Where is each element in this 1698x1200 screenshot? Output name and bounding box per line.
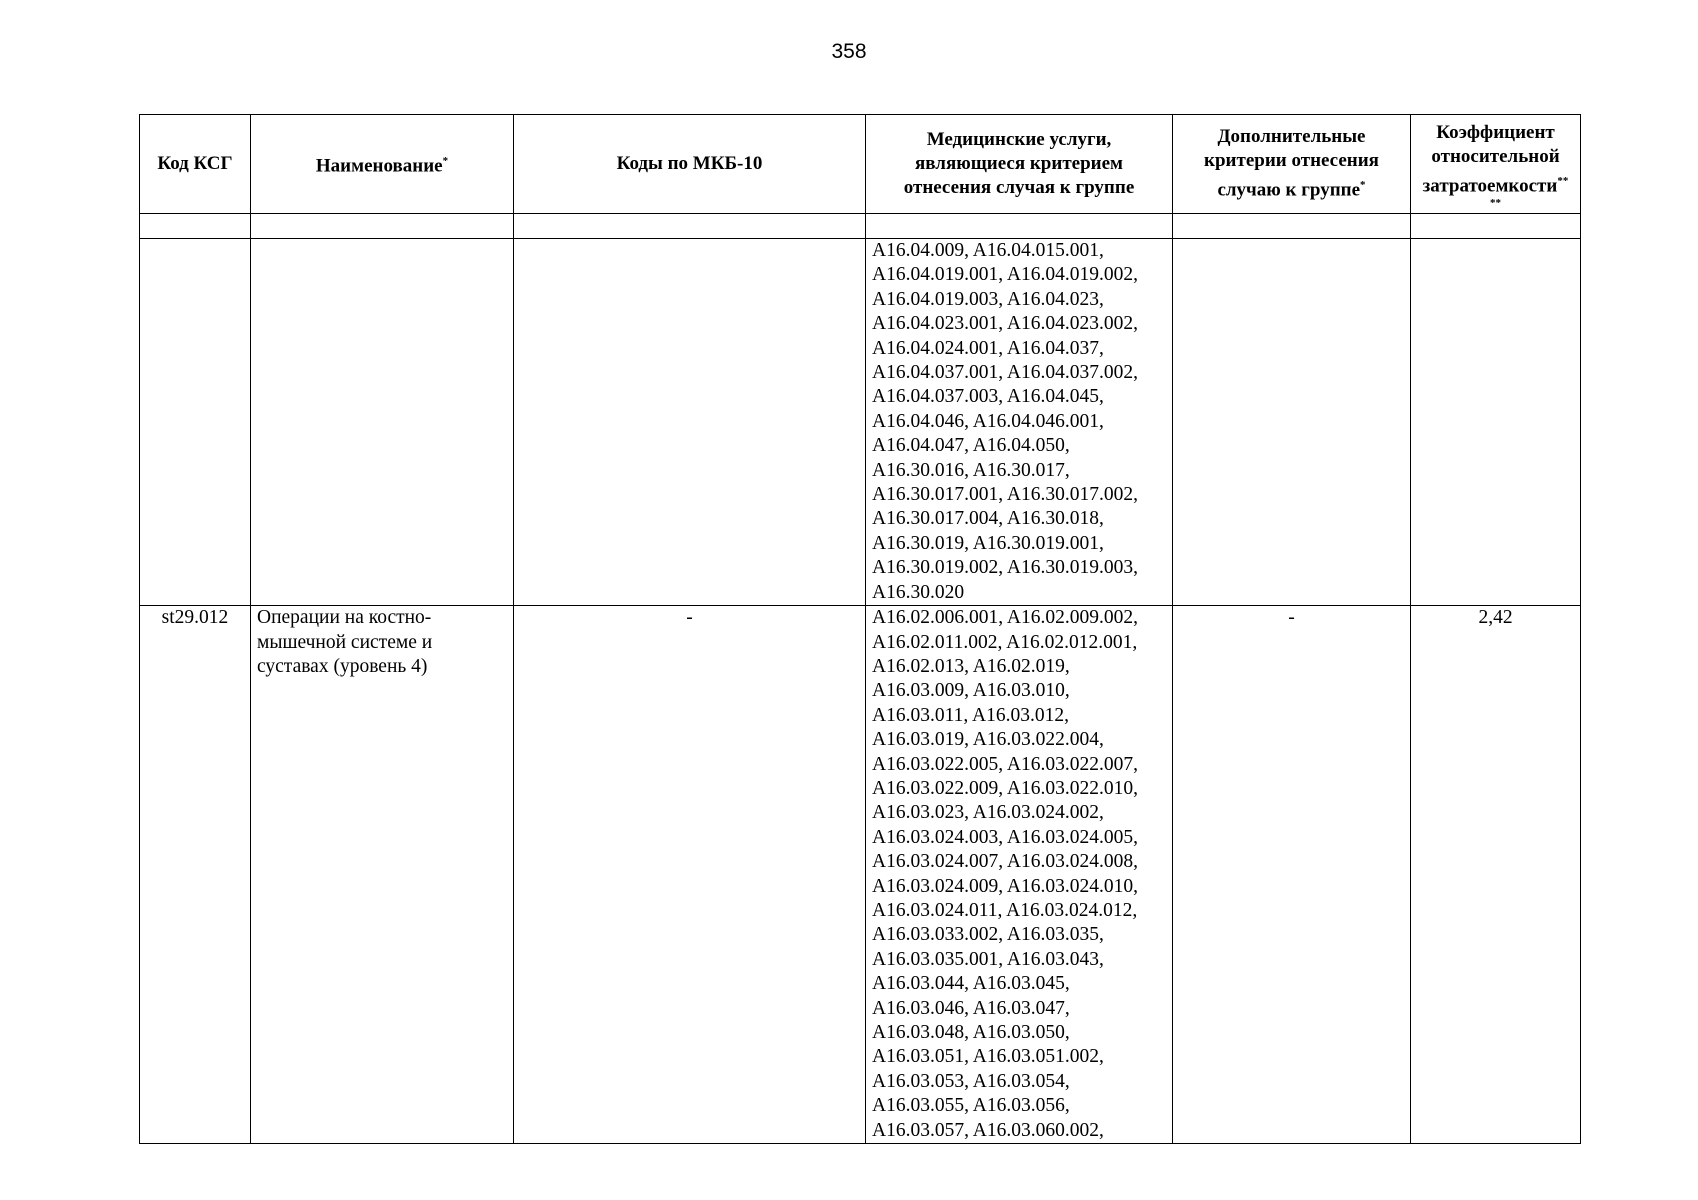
table-row bbox=[140, 239, 1581, 606]
table-header-row bbox=[140, 115, 1581, 214]
header-name: Наименование* bbox=[251, 115, 514, 214]
table-row bbox=[140, 606, 1581, 1144]
row-mkb: - bbox=[514, 606, 866, 1144]
row-name bbox=[251, 239, 514, 606]
header-coeff: Коэффициент относительной затратоемкости** ** bbox=[1411, 115, 1581, 214]
row-services: A16.02.006.001, A16.02.009.002, A16.02.011.002, A16.02.012.001, A16.02.013, A16.02.019, A16.03.009, A16.03.010, A16.03.011, A16.03.012, A16.03.019, A16.03.022.004, A16.03.022.005, A16.03.022.007, A16.03.022.009, A16.03.022.010, A16.03.023, A16.03.024.002, A16.03.024.003, A16.03.024.005, A16.03.024.007, A16.03.024.008, A16.03.024.009, A16.03.024.010, A16.03.024.011, A16.03.024.012, A16.03.033.002, A16.03.035, A16.03.035.001, A16.03.043, A16.03.044, A16.03.045, A16.03.046, A16.03.047, A16.03.048, A16.03.050, A16.03.051, A16.03.051.002, A16.03.053, A16.03.054, A16.03.055, A16.03.056, A16.03.057, A16.03.060.002, bbox=[866, 606, 1173, 1144]
row-services: A16.04.009, A16.04.015.001, A16.04.019.001, A16.04.019.002, A16.04.019.003, A16.04.023, A16.04.023.001, A16.04.023.002, A16.04.024.001, A16.04.037, A16.04.037.001, A16.04.037.002, A16.04.037.003, A16.04.045, A16.04.046, A16.04.046.001, A16.04.047, A16.04.050, A16.30.016, A16.30.017, A16.30.017.001, A16.30.017.002, A16.30.017.004, A16.30.018, A16.30.019, A16.30.019.001, A16.30.019.002, A16.30.019.003, A16.30.020 bbox=[866, 239, 1173, 606]
row-mkb bbox=[514, 239, 866, 606]
header-services: Медицинские услуги, являющиеся критерием отнесения случая к группе bbox=[866, 115, 1173, 214]
header-spacer-row bbox=[140, 214, 1581, 239]
row-extra bbox=[1173, 239, 1411, 606]
row-coeff: 2,42 bbox=[1411, 606, 1581, 1144]
header-mkb: Коды по МКБ-10 bbox=[514, 115, 866, 214]
page-number: 358 bbox=[831, 40, 867, 63]
row-coeff bbox=[1411, 239, 1581, 606]
header-extra: Дополнительные критерии отнесения случаю к группе* bbox=[1173, 115, 1411, 214]
header-code: Код КСГ bbox=[140, 115, 251, 214]
row-code bbox=[140, 239, 251, 606]
row-code: st29.012 bbox=[140, 606, 251, 1144]
row-name: Операции на костно- мышечной системе и суставах (уровень 4) bbox=[251, 606, 514, 1144]
ksg-table bbox=[139, 114, 1581, 1144]
row-extra: - bbox=[1173, 606, 1411, 1144]
